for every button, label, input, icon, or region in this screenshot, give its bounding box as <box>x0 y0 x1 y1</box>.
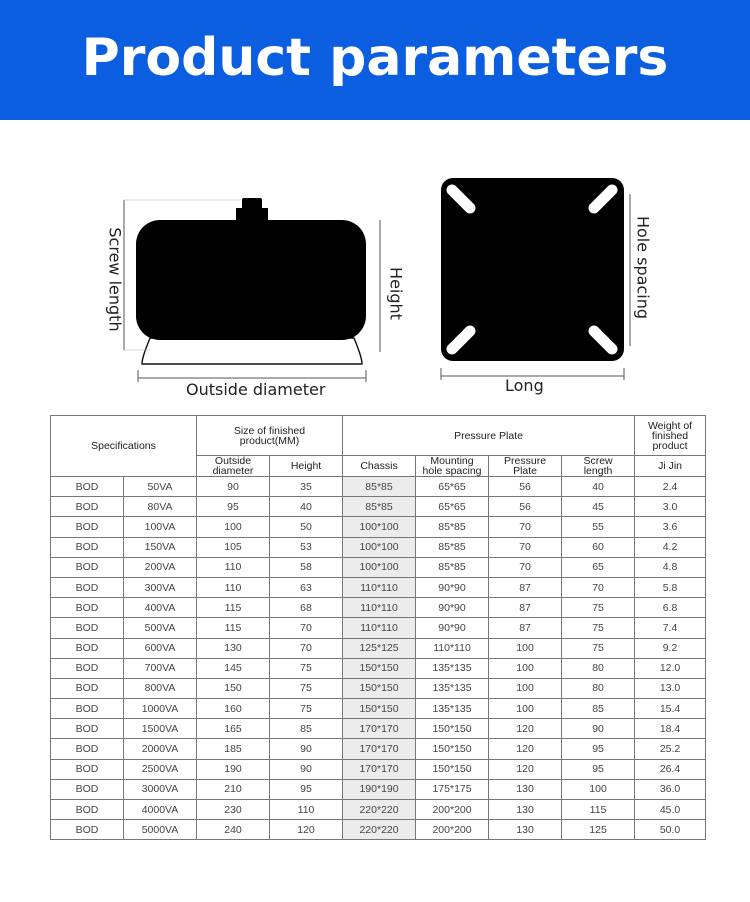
cell-chassis: 100*100 <box>343 557 416 577</box>
cell-weight: 36.0 <box>635 779 706 799</box>
cell-chassis: 170*170 <box>343 739 416 759</box>
header-size-group: Size of finished product(MM) <box>197 416 343 456</box>
nut-shape <box>236 208 268 222</box>
cell-screw-length: 115 <box>562 800 635 820</box>
header-chassis: Chassis <box>343 456 416 477</box>
cell-capacity: 800VA <box>124 678 197 698</box>
cell-weight: 2.4 <box>635 477 706 497</box>
cell-pressure-plate: 120 <box>489 739 562 759</box>
cell-weight: 18.4 <box>635 719 706 739</box>
cell-chassis: 150*150 <box>343 678 416 698</box>
bolt-head-shape <box>242 198 262 210</box>
cell-outside-diameter: 190 <box>197 759 270 779</box>
cell-height: 58 <box>270 557 343 577</box>
cell-model: BOD <box>51 739 124 759</box>
long-label: Long <box>505 376 544 395</box>
cell-pressure-plate: 120 <box>489 759 562 779</box>
cell-pressure-plate: 56 <box>489 497 562 517</box>
cell-capacity: 2000VA <box>124 739 197 759</box>
cell-weight: 25.2 <box>635 739 706 759</box>
cell-weight: 5.8 <box>635 577 706 597</box>
cell-pressure-plate: 87 <box>489 618 562 638</box>
cell-model: BOD <box>51 638 124 658</box>
cell-weight: 45.0 <box>635 800 706 820</box>
cell-outside-diameter: 240 <box>197 820 270 840</box>
cell-screw-length: 75 <box>562 638 635 658</box>
cell-height: 90 <box>270 759 343 779</box>
screw-length-label: Screw length <box>105 227 125 332</box>
cell-height: 50 <box>270 517 343 537</box>
cell-pressure-plate: 120 <box>489 719 562 739</box>
dimension-diagrams <box>0 120 750 415</box>
cell-outside-diameter: 160 <box>197 699 270 719</box>
cell-screw-length: 55 <box>562 517 635 537</box>
cell-mounting-hole-spacing: 200*200 <box>416 820 489 840</box>
cell-chassis: 220*220 <box>343 800 416 820</box>
cell-chassis: 110*110 <box>343 618 416 638</box>
cell-chassis: 150*150 <box>343 658 416 678</box>
table-row <box>51 779 706 799</box>
cell-height: 75 <box>270 699 343 719</box>
cell-weight: 7.4 <box>635 618 706 638</box>
cell-height: 40 <box>270 497 343 517</box>
height-label: Height <box>386 267 406 320</box>
header-screw-length: Screw length <box>562 456 635 477</box>
transformer-body-shape <box>136 220 366 340</box>
cell-outside-diameter: 105 <box>197 537 270 557</box>
cell-weight: 4.2 <box>635 537 706 557</box>
cell-height: 75 <box>270 658 343 678</box>
table-row <box>51 497 706 517</box>
cell-height: 95 <box>270 779 343 799</box>
cell-screw-length: 95 <box>562 759 635 779</box>
cell-capacity: 600VA <box>124 638 197 658</box>
cell-capacity: 5000VA <box>124 820 197 840</box>
cell-height: 35 <box>270 477 343 497</box>
side-view-diagram <box>124 198 380 382</box>
cell-height: 53 <box>270 537 343 557</box>
cell-model: BOD <box>51 618 124 638</box>
cell-model: BOD <box>51 820 124 840</box>
cell-mounting-hole-spacing: 90*90 <box>416 618 489 638</box>
cell-screw-length: 90 <box>562 719 635 739</box>
table-row <box>51 800 706 820</box>
cell-model: BOD <box>51 598 124 618</box>
cell-pressure-plate: 87 <box>489 577 562 597</box>
cell-chassis: 110*110 <box>343 577 416 597</box>
header-banner <box>0 0 750 120</box>
cell-chassis: 85*85 <box>343 477 416 497</box>
cell-weight: 9.2 <box>635 638 706 658</box>
cell-outside-diameter: 145 <box>197 658 270 678</box>
cell-outside-diameter: 100 <box>197 517 270 537</box>
table-row <box>51 537 706 557</box>
cell-height: 70 <box>270 618 343 638</box>
cell-capacity: 1500VA <box>124 719 197 739</box>
cell-capacity: 150VA <box>124 537 197 557</box>
cell-weight: 3.6 <box>635 517 706 537</box>
header-weight-unit: Ji Jin <box>635 456 706 477</box>
cell-mounting-hole-spacing: 110*110 <box>416 638 489 658</box>
cell-chassis: 170*170 <box>343 719 416 739</box>
cell-mounting-hole-spacing: 135*135 <box>416 699 489 719</box>
header-pressure-plate: Pressure Plate <box>489 456 562 477</box>
cell-chassis: 125*125 <box>343 638 416 658</box>
table-row <box>51 577 706 597</box>
header-pressure-plate-group: Pressure Plate <box>343 416 635 456</box>
cell-weight: 26.4 <box>635 759 706 779</box>
table-row <box>51 739 706 759</box>
cell-pressure-plate: 100 <box>489 638 562 658</box>
cell-height: 75 <box>270 678 343 698</box>
header-height: Height <box>270 456 343 477</box>
table-row <box>51 638 706 658</box>
cell-outside-diameter: 230 <box>197 800 270 820</box>
page-title: Product parameters <box>81 28 669 88</box>
cell-mounting-hole-spacing: 65*65 <box>416 497 489 517</box>
table-row <box>51 699 706 719</box>
header-mounting-hole-spacing: Mounting hole spacing <box>416 456 489 477</box>
specifications-table <box>50 415 706 840</box>
cell-height: 70 <box>270 638 343 658</box>
cell-weight: 12.0 <box>635 658 706 678</box>
cell-weight: 6.8 <box>635 598 706 618</box>
cell-pressure-plate: 70 <box>489 537 562 557</box>
cell-mounting-hole-spacing: 65*65 <box>416 477 489 497</box>
cell-screw-length: 75 <box>562 618 635 638</box>
cell-outside-diameter: 110 <box>197 577 270 597</box>
cell-weight: 13.0 <box>635 678 706 698</box>
cell-pressure-plate: 87 <box>489 598 562 618</box>
cell-screw-length: 95 <box>562 739 635 759</box>
table-row <box>51 678 706 698</box>
cell-mounting-hole-spacing: 175*175 <box>416 779 489 799</box>
cell-model: BOD <box>51 759 124 779</box>
cell-capacity: 50VA <box>124 477 197 497</box>
cell-screw-length: 60 <box>562 537 635 557</box>
cell-model: BOD <box>51 497 124 517</box>
cell-outside-diameter: 165 <box>197 719 270 739</box>
cell-model: BOD <box>51 800 124 820</box>
cell-chassis: 100*100 <box>343 537 416 557</box>
cell-chassis: 110*110 <box>343 598 416 618</box>
cell-outside-diameter: 130 <box>197 638 270 658</box>
header-specifications: Specifications <box>51 416 197 477</box>
cell-height: 68 <box>270 598 343 618</box>
cell-capacity: 1000VA <box>124 699 197 719</box>
cell-model: BOD <box>51 477 124 497</box>
cell-mounting-hole-spacing: 135*135 <box>416 658 489 678</box>
cell-screw-length: 80 <box>562 658 635 678</box>
table-row <box>51 820 706 840</box>
cell-screw-length: 80 <box>562 678 635 698</box>
cell-model: BOD <box>51 577 124 597</box>
hole-spacing-label: Hole spacing <box>633 215 653 320</box>
cell-model: BOD <box>51 699 124 719</box>
cell-mounting-hole-spacing: 85*85 <box>416 557 489 577</box>
base-plate-shape <box>142 338 362 364</box>
cell-model: BOD <box>51 658 124 678</box>
cell-mounting-hole-spacing: 135*135 <box>416 678 489 698</box>
cell-capacity: 4000VA <box>124 800 197 820</box>
cell-weight: 50.0 <box>635 820 706 840</box>
cell-height: 120 <box>270 820 343 840</box>
table-row <box>51 658 706 678</box>
cell-weight: 4.8 <box>635 557 706 577</box>
cell-model: BOD <box>51 719 124 739</box>
cell-outside-diameter: 90 <box>197 477 270 497</box>
table-row <box>51 477 706 497</box>
cell-screw-length: 70 <box>562 577 635 597</box>
cell-capacity: 400VA <box>124 598 197 618</box>
cell-screw-length: 100 <box>562 779 635 799</box>
cell-outside-diameter: 210 <box>197 779 270 799</box>
table-row <box>51 557 706 577</box>
cell-pressure-plate: 70 <box>489 557 562 577</box>
cell-model: BOD <box>51 537 124 557</box>
cell-screw-length: 45 <box>562 497 635 517</box>
cell-model: BOD <box>51 557 124 577</box>
cell-mounting-hole-spacing: 90*90 <box>416 577 489 597</box>
cell-model: BOD <box>51 779 124 799</box>
cell-mounting-hole-spacing: 200*200 <box>416 800 489 820</box>
cell-outside-diameter: 95 <box>197 497 270 517</box>
cell-capacity: 300VA <box>124 577 197 597</box>
cell-chassis: 150*150 <box>343 699 416 719</box>
cell-pressure-plate: 100 <box>489 699 562 719</box>
cell-chassis: 190*190 <box>343 779 416 799</box>
cell-model: BOD <box>51 678 124 698</box>
cell-capacity: 80VA <box>124 497 197 517</box>
cell-capacity: 200VA <box>124 557 197 577</box>
header-weight: Weight of finished product <box>635 416 706 456</box>
cell-capacity: 2500VA <box>124 759 197 779</box>
table-row <box>51 517 706 537</box>
cell-screw-length: 65 <box>562 557 635 577</box>
cell-outside-diameter: 110 <box>197 557 270 577</box>
cell-chassis: 170*170 <box>343 759 416 779</box>
cell-pressure-plate: 130 <box>489 800 562 820</box>
cell-pressure-plate: 130 <box>489 779 562 799</box>
cell-height: 85 <box>270 719 343 739</box>
table-row <box>51 598 706 618</box>
cell-height: 90 <box>270 739 343 759</box>
table-row <box>51 759 706 779</box>
cell-outside-diameter: 185 <box>197 739 270 759</box>
header-outside-diameter: Outside diameter <box>197 456 270 477</box>
table-row <box>51 618 706 638</box>
cell-capacity: 100VA <box>124 517 197 537</box>
cell-weight: 3.0 <box>635 497 706 517</box>
cell-screw-length: 85 <box>562 699 635 719</box>
cell-screw-length: 125 <box>562 820 635 840</box>
cell-model: BOD <box>51 517 124 537</box>
cell-pressure-plate: 56 <box>489 477 562 497</box>
outside-diameter-label: Outside diameter <box>186 380 326 399</box>
cell-screw-length: 75 <box>562 598 635 618</box>
cell-capacity: 3000VA <box>124 779 197 799</box>
top-view-diagram <box>441 178 630 380</box>
cell-outside-diameter: 115 <box>197 598 270 618</box>
cell-pressure-plate: 130 <box>489 820 562 840</box>
cell-chassis: 85*85 <box>343 497 416 517</box>
cell-height: 63 <box>270 577 343 597</box>
cell-pressure-plate: 100 <box>489 658 562 678</box>
cell-pressure-plate: 70 <box>489 517 562 537</box>
cell-chassis: 220*220 <box>343 820 416 840</box>
cell-outside-diameter: 150 <box>197 678 270 698</box>
cell-mounting-hole-spacing: 85*85 <box>416 537 489 557</box>
cell-mounting-hole-spacing: 150*150 <box>416 759 489 779</box>
cell-weight: 15.4 <box>635 699 706 719</box>
cell-capacity: 700VA <box>124 658 197 678</box>
cell-screw-length: 40 <box>562 477 635 497</box>
cell-mounting-hole-spacing: 85*85 <box>416 517 489 537</box>
cell-pressure-plate: 100 <box>489 678 562 698</box>
cell-mounting-hole-spacing: 150*150 <box>416 739 489 759</box>
cell-capacity: 500VA <box>124 618 197 638</box>
table-row <box>51 719 706 739</box>
cell-chassis: 100*100 <box>343 517 416 537</box>
cell-height: 110 <box>270 800 343 820</box>
cell-outside-diameter: 115 <box>197 618 270 638</box>
cell-mounting-hole-spacing: 90*90 <box>416 598 489 618</box>
cell-mounting-hole-spacing: 150*150 <box>416 719 489 739</box>
